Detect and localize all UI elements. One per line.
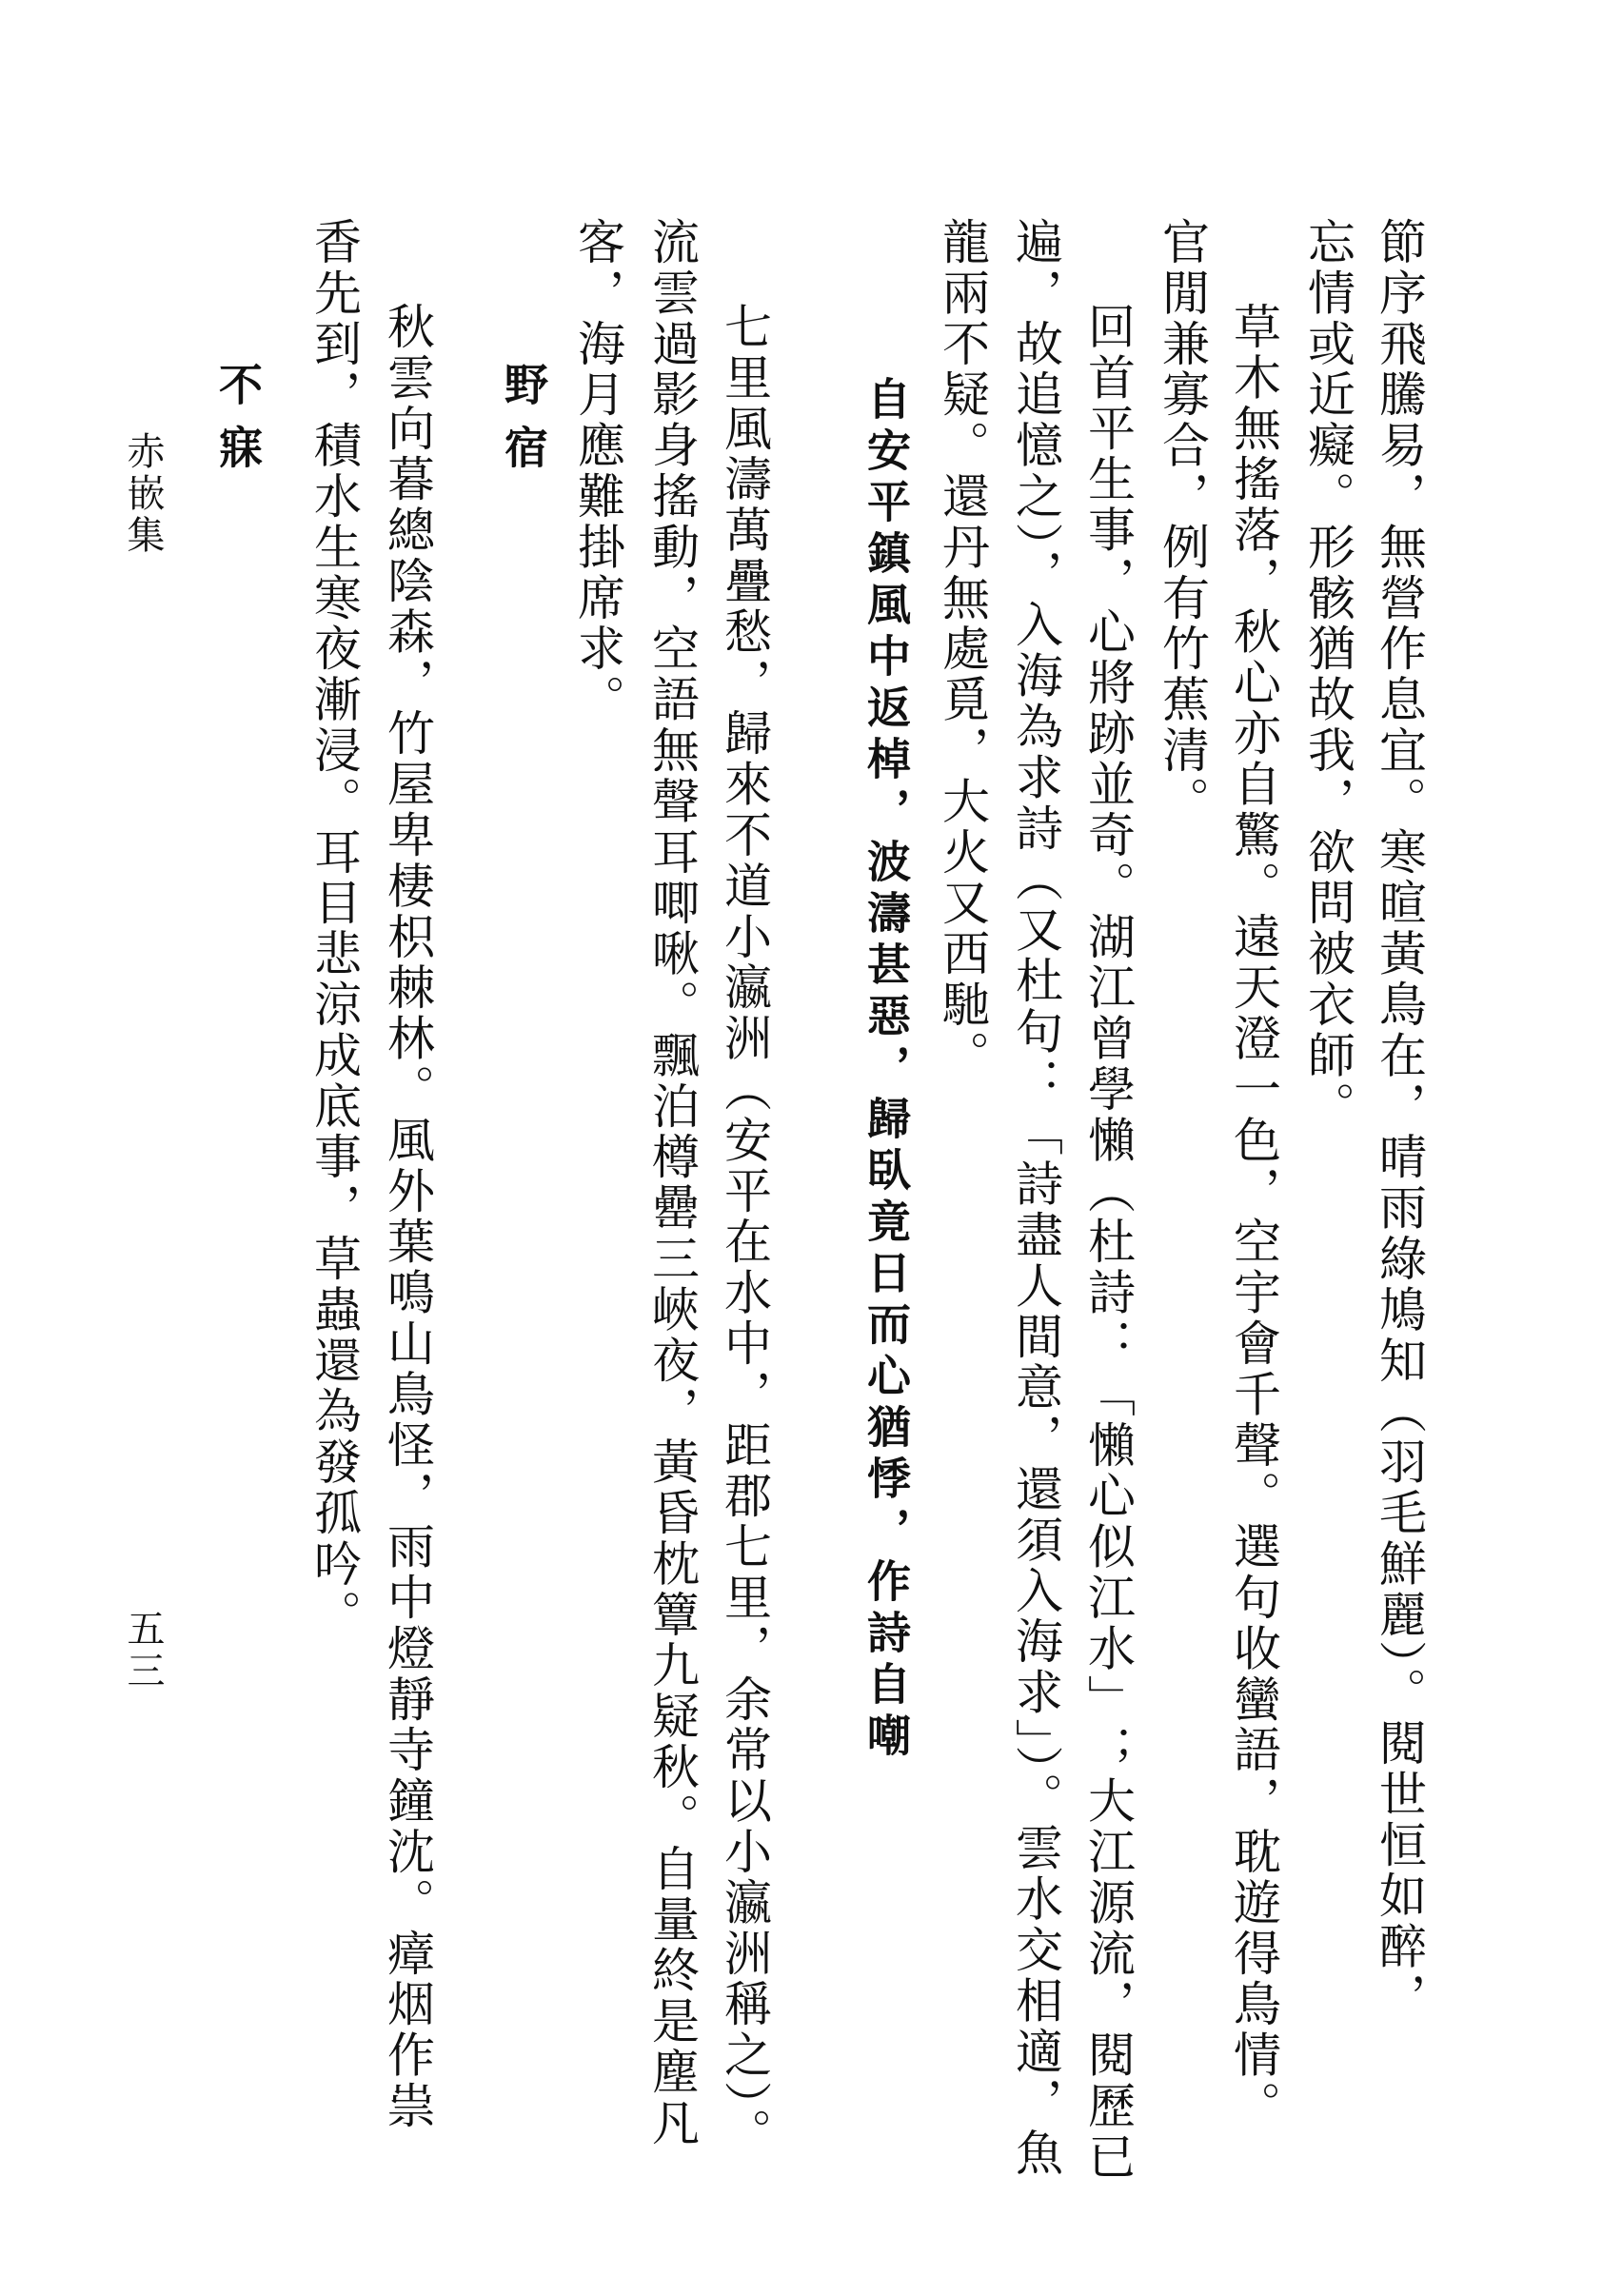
text-column-3: 草木無搖落，秋心亦自驚。遠天澄一色，空宇會千聲。選句收蠻語，耽遊得鳥情。	[1226, 302, 1281, 2132]
text-column-7: 龍兩不疑。還丹無處覓，大火又西馳。	[935, 217, 990, 1081]
poem-heading-yesu: 野宿	[498, 362, 549, 487]
text-column-4: 官閒兼寡合，例有竹蕉清。	[1155, 217, 1210, 827]
text-column-6: 遍，故追憶之），入海為求詩（又杜句：「詩盡人間意，還須入海求」）。雲水交相適，魚	[1008, 217, 1063, 2179]
text-column-13: 秋雲向暮總陰森，竹屋卑棲枳棘林。風外葉鳴山鳥怪，雨中燈靜寺鐘沈。瘴烟作祟	[380, 302, 435, 2132]
text-column-14: 香先到，積水生寒夜漸浸。耳目悲涼成底事，草蟲還為發孤吟。	[307, 217, 362, 1641]
book-title: 赤嵌集	[121, 431, 165, 557]
poem-heading-bumei: 不寐	[212, 362, 264, 487]
poem-heading-anping: 自安平鎮風中返棹，波濤甚惡，歸臥竟日而心猶悸，作詩自嘲	[860, 376, 912, 1764]
text-column-9: 七里風濤萬疊愁，歸來不道小瀛洲（安平在水中，距郡七里，余常以小瀛洲稱之）。	[717, 302, 772, 2159]
text-column-10: 流雲過影身搖動，空語無聲耳唧啾。飄泊樽罍三峽夜，黃昏枕簟九疑秋。自量終是塵凡	[644, 217, 700, 2149]
text-column-5: 回首平生事，心將跡並奇。湖江曾學懶（杜詩：「懶心似江水」；大江源流，閱歷已	[1080, 302, 1136, 2183]
text-column-11: 客，海月應難掛席求。	[570, 217, 625, 725]
page-number: 五三	[121, 1609, 165, 1692]
text-column-1: 節序飛騰易，無營作息宜。寒暄黃鳥在，晴雨綠鳩知（羽毛鮮麗）。閱世恒如醉，	[1372, 217, 1427, 2024]
text-column-2: 忘情或近癡。形骸猶故我，欲問被衣師。	[1300, 217, 1355, 1133]
